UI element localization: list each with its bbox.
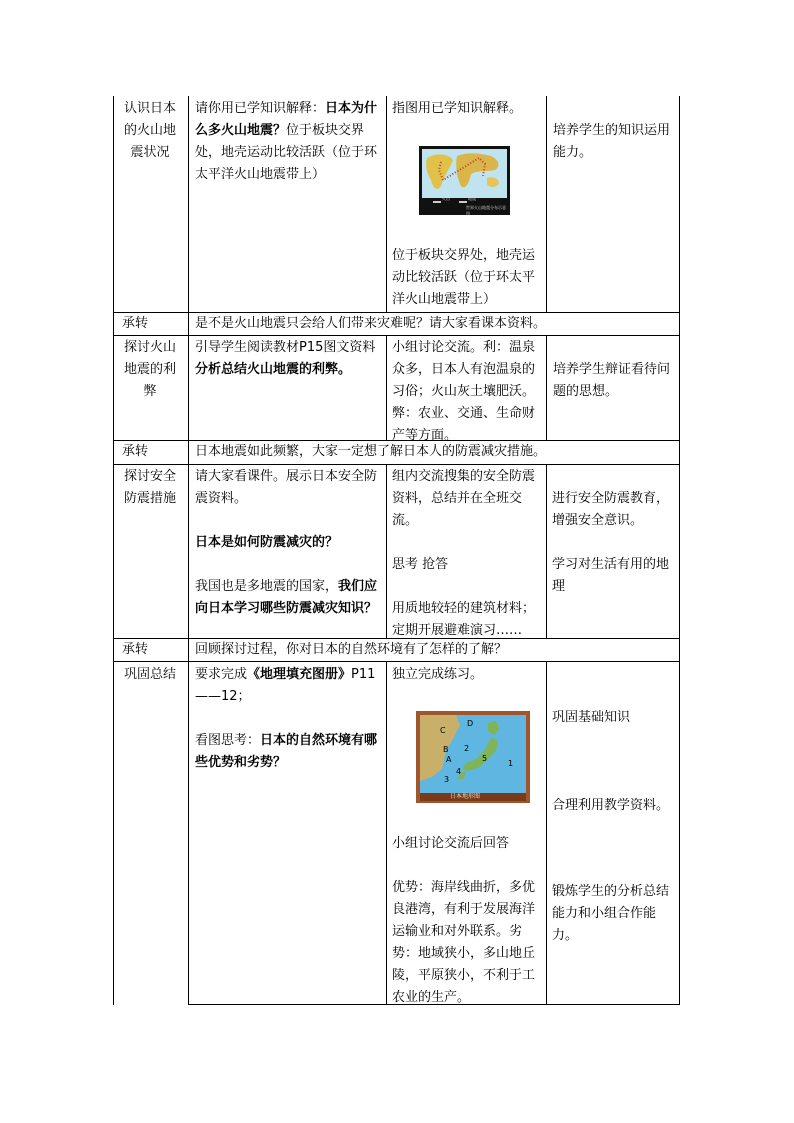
student-answer: 用质地较轻的建筑材料；定期开展避难演习…… [392,601,536,638]
teacher-text: 引导学生阅读教材P15图文资料 [195,340,376,355]
teacher-text: 请你用已学知识解释： [195,101,326,116]
teacher-question: 日本为什么多火山地震？ [195,101,378,138]
stage-cell: 承转 [122,642,149,657]
map-legend-earthquake: 地震 [468,196,476,201]
teacher-activity [195,664,381,708]
workbook-title: 《地理填充图册》 [247,667,352,682]
stage-cell: 承转 [122,316,149,331]
design-intent: 进行安全防震教育，增强安全意识。 [552,491,670,528]
student-activity: 独立完成练习。 [392,667,484,682]
student-activity: 思考 抢答 [392,557,449,572]
teacher-question-bold: 我们应向日本学习哪些防震减灾知识？ [195,579,378,616]
stage-cell: 认识日本的火山地震状况 [123,101,176,160]
map-label: 4 [456,767,462,776]
design-intent: 学习对生活有用的地理 [552,557,670,594]
design-intent: 培养学生的知识运用能力。 [553,123,671,160]
transition-text: 回顾探讨过程，你对日本的自然环境有了怎样的了解？ [195,642,508,657]
design-intent: 培养学生辩证看待问题的思想。 [553,362,671,399]
row-divider [113,335,680,336]
map-label: 3 [444,775,450,784]
stage-cell: 承转 [122,444,149,459]
map-caption: 日本地形图 [450,793,481,800]
table-border-right [679,96,680,312]
teacher-activity: 请大家看课件。展示日本安全防震资料。 [195,469,378,506]
table-border-left [113,96,114,1005]
map-label: 2 [464,744,470,753]
teacher-question [195,576,381,620]
stage-cell: 探讨安全防震措施 [123,469,176,506]
teacher-activity [195,98,381,186]
design-intent: 合理利用教学资料。 [552,798,670,813]
student-activity: 小组讨论交流后回答 [392,836,510,851]
teacher-text: 要求完成 [195,667,248,682]
student-answer: 优势：海岸线曲折，多优良港湾，有利于发展海洋运输业和对外联系。劣势：地域狭小，多山地丘陵，平原狭小，不利于工农业的生产。 [392,880,536,1005]
stage-cell: 探讨火山地震的利弊 [123,340,176,399]
teacher-text: 看图思考： [195,733,261,748]
map-label: D [467,719,474,728]
table-border-col2 [386,96,387,312]
transition-text: 是不是火山地震只会给人们带来灾难呢？请大家看课本资料。 [195,316,547,331]
table-border-right [679,312,680,1005]
teacher-text: 位于板块交界处，地壳运动比较活跃（位于环太平洋火山地震带上） [195,123,378,182]
map-label: B [443,745,449,754]
student-activity: 组内交流搜集的安全防震资料，总结并在全班交流。 [392,469,536,528]
table-border-col3 [546,96,547,312]
teacher-text: P11——12； [195,667,376,704]
map-label: A [446,755,452,764]
map-label: 5 [482,754,488,763]
map-label: C [440,726,446,735]
student-answer: 位于板块交界处，地壳运动比较活跃（位于环太平洋火山地震带上） [392,248,536,307]
design-intent: 锻炼学生的分析总结能力和小组合作能力。 [552,884,670,943]
teacher-activity [195,730,381,774]
teacher-activity [195,337,381,381]
map-legend-volcano: 火山 [442,196,450,201]
teacher-task: 分析总结火山地震的利弊。 [195,362,352,377]
design-intent: 巩固基础知识 [552,710,631,725]
row-divider [113,661,680,662]
map-label: 1 [508,759,514,768]
table-border-col1 [188,96,189,1005]
teacher-question: 日本的自然环境有哪些优势和劣势？ [195,733,378,770]
teacher-question: 日本是如何防震减灾的？ [195,535,339,550]
stage-cell: 巩固总结 [123,667,176,682]
row-divider [113,464,680,465]
map-caption: 世界火山地震分布示意图 [466,205,506,216]
student-activity: 小组讨论交流。利：温泉众多，日本人有泡温泉的习俗；火山灰土壤肥沃。弊：农业、交通、生命财产等方面。 [392,340,536,443]
transition-text: 日本地震如此频繁，大家一定想了解日本人的防震减灾措施。 [195,444,547,459]
teacher-text: 我国也是多地震的国家， [195,579,339,594]
student-activity: 指图用已学知识解释。 [392,101,523,116]
